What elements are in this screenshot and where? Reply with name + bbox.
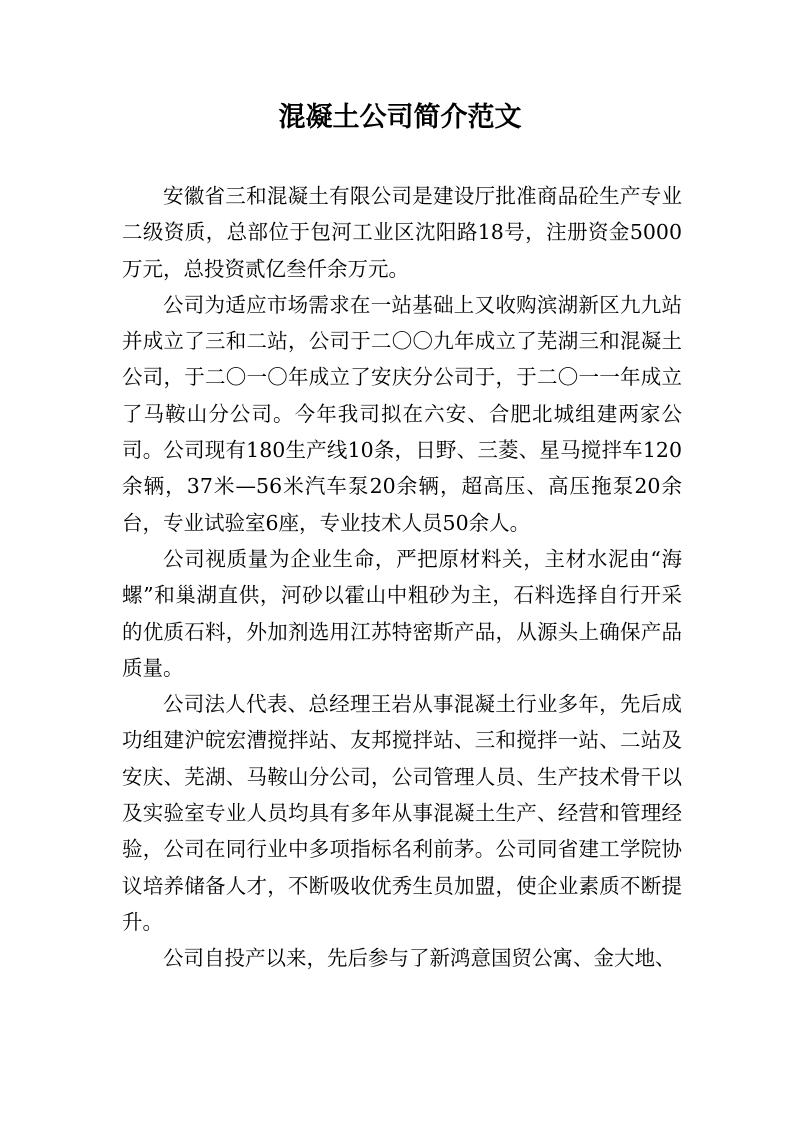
paragraph-1: 安徽省三和混凝土有限公司是建设厅批准商品砼生产专业二级资质，总部位于包河工业区沈阳路18号，注册资金5000万元，总投资贰亿叁仟余万元。 xyxy=(122,184,682,281)
document-title: 混凝土公司简介范文 xyxy=(278,102,522,133)
document-body xyxy=(122,178,682,977)
paragraph-5: 公司自投产以来，先后参与了新鸿意国贸公寓、金大地、 xyxy=(163,946,676,971)
paragraph-2: 公司为适应市场需求在一站基础上又收购滨湖新区九九站并成立了三和二站，公司于二〇〇九年成立了芜湖三和混凝土公司，于二〇一〇年成立了安庆分公司于，于二〇一一年成立了马鞍山分公司。今年我司拟在六安、合肥北城组建两家公司。公司现有180生产线10条，日野、三菱、星马搅拌车120余辆，37米—56米汽车泵20余辆，超高压、高压拖泵20余台，专业试验室6座，专业技术人员50余人。 xyxy=(122,292,682,535)
paragraph-4: 公司法人代表、总经理王岩从事混凝土行业多年，先后成功组建沪皖宏漕搅拌站、友邦搅拌站、三和搅拌一站、二站及安庆、芜湖、马鞍山分公司，公司管理人员、生产技术骨干以及实验室专业人员均具有多年从事混凝土生产、经营和管理经验，公司在同行业中多项指标名利前茅。公司同省建工学院协议培养储备人才，不断吸收优秀生员加盟，使企业素质不断提升。 xyxy=(122,692,682,934)
paragraph-3: 公司视质量为企业生命，严把原材料关，主材水泥由“海螺”和巢湖直供，河砂以霍山中粗砂为主，石料选择自行开采的优质石料，外加剂选用江苏特密斯产品，从源头上确保产品质量。 xyxy=(122,546,682,680)
